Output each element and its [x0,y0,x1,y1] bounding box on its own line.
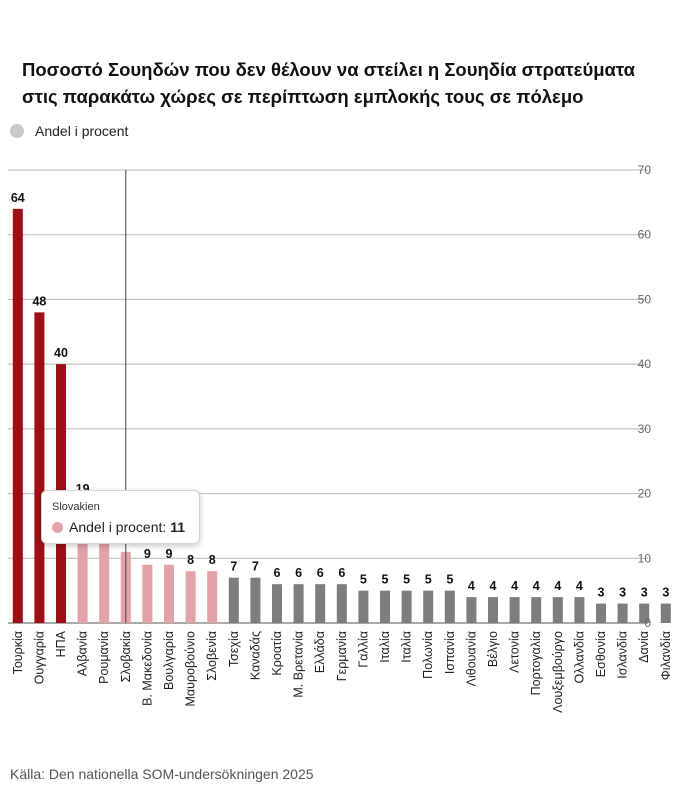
y-tick-label: 70 [637,163,651,177]
x-tick-label: Πορτογαλία [529,631,544,696]
value-label: 5 [424,572,432,587]
bar[interactable] [229,578,239,623]
x-tick-label: Σλοβακία [118,631,133,683]
bar[interactable] [358,591,368,623]
x-tick-label: Λιθουανία [464,631,479,687]
tooltip-category: Slovakien [52,501,100,513]
value-label: 6 [295,566,303,581]
value-label: 7 [230,559,238,574]
value-label: 3 [640,585,648,600]
chart-title [22,56,662,110]
y-tick-label: 10 [637,551,651,566]
x-axis-labels [11,630,676,712]
bar[interactable] [337,584,347,623]
value-label: 4 [467,579,475,594]
bar[interactable] [186,571,196,623]
chart-title-line-2: στις παρακάτω χώρες σε περίπτωση εμπλοκής τους σε πόλεμο [22,86,584,107]
bar[interactable] [661,604,671,623]
chart-title-line-1: Ποσοστό Σουηδών που δεν θέλουν να στείλει η Σουηδία στρατεύματα [22,59,636,80]
value-label: 64 [10,190,25,205]
value-label: 3 [619,585,627,600]
y-tick-label: 60 [637,227,651,242]
x-tick-label: Ιταλία [378,631,392,663]
x-tick-label: Ουγγαρία [32,631,47,685]
value-label: 40 [54,346,68,361]
x-tick-label: Ελλάδα [313,631,328,674]
x-tick-label: ΗΠΑ [54,631,68,658]
legend-swatch [10,124,24,138]
x-tick-label: Τσεχία [226,631,241,668]
value-label: 5 [403,572,411,587]
y-tick-label: 20 [637,486,651,501]
bar[interactable] [250,578,260,623]
x-tick-label: Λετονία [507,631,522,673]
bar[interactable] [466,597,476,623]
bar[interactable] [531,597,541,623]
bar[interactable] [445,591,455,623]
x-tick-label: Ολλανδία [572,631,587,684]
value-label: 5 [359,572,367,587]
x-tick-label: Αλβανία [75,631,90,677]
value-label: 8 [208,553,216,568]
bar[interactable] [618,604,628,623]
bar[interactable] [99,539,109,623]
chart-legend[interactable] [10,121,128,141]
tooltip-separator: : [162,519,167,535]
x-tick-label: Ισλανδία [615,631,630,679]
value-label: 9 [143,546,151,561]
value-label: 4 [554,579,562,594]
bar[interactable] [13,209,23,623]
x-tick-label: Σλοβενία [205,631,220,681]
x-tick-label: Κροατία [270,631,284,676]
source-note: Källa: Den nationella SOM-undersökningen 2025 [10,766,314,782]
x-tick-label: Γαλλία [356,631,371,668]
tooltip-swatch [52,522,63,533]
x-tick-label: Ιταλία [399,631,414,663]
value-label: 7 [251,559,259,574]
x-tick-label: Βουλγαρία [162,631,176,690]
y-tick-label: 40 [637,357,651,372]
bar[interactable] [294,584,304,623]
bar[interactable] [142,565,152,623]
value-label: 5 [446,572,454,587]
y-tick-label: 30 [637,421,651,436]
value-label: 4 [532,579,540,594]
bar[interactable] [510,597,520,623]
chart-tooltip [41,490,200,544]
value-label: 6 [316,566,324,581]
value-label: 6 [338,566,346,581]
x-tick-label: Ρουμανία [97,631,112,684]
value-label: 48 [32,294,47,309]
x-tick-label: Γερμανία [334,631,349,682]
bar-chart [0,150,676,740]
bar[interactable] [402,591,412,623]
bar[interactable] [553,597,563,623]
x-tick-label: Μαυροβούνιο [183,631,198,707]
value-label: 9 [165,546,173,561]
tooltip-row [52,519,185,535]
value-label: 4 [575,579,583,594]
y-axis-labels [638,163,652,630]
bar[interactable] [207,571,217,623]
legend-label: Andel i procent [35,123,129,139]
bar[interactable] [574,597,584,623]
y-tick-label: 0 [644,616,651,630]
x-tick-label: Μ. Βρετανία [291,631,306,698]
x-tick-label: Πολωνία [421,631,436,679]
bar[interactable] [423,591,433,623]
x-tick-label: Τουρκία [10,631,25,675]
bar[interactable] [34,312,44,623]
bar[interactable] [596,604,606,623]
x-tick-label: Φιλανδία [658,631,673,681]
tooltip-series: Andel i procent [69,519,163,535]
x-tick-label: Εσθονία [594,631,608,678]
y-tick-label: 50 [637,292,651,307]
value-label: 6 [273,566,281,581]
x-tick-label: Λουξεμβούργο [550,631,565,713]
bar[interactable] [380,591,390,623]
bars [13,209,671,623]
bar[interactable] [164,565,174,623]
bar[interactable] [488,597,498,623]
x-tick-label: Β. Μακεδονία [140,631,155,706]
x-tick-label: Ισπανία [442,631,457,675]
value-label: 3 [597,585,605,600]
value-label: 5 [381,572,389,587]
bar[interactable] [272,584,282,623]
value-label: 4 [511,579,519,594]
value-label: 8 [187,553,195,568]
value-label: 4 [489,579,497,594]
bar[interactable] [315,584,325,623]
x-tick-label: Βέλγιο [486,631,500,668]
value-label: 3 [662,585,670,600]
x-tick-label: Δανία [637,631,652,663]
tooltip-value: 11 [170,519,186,535]
x-tick-label: Καναδάς [248,631,263,681]
